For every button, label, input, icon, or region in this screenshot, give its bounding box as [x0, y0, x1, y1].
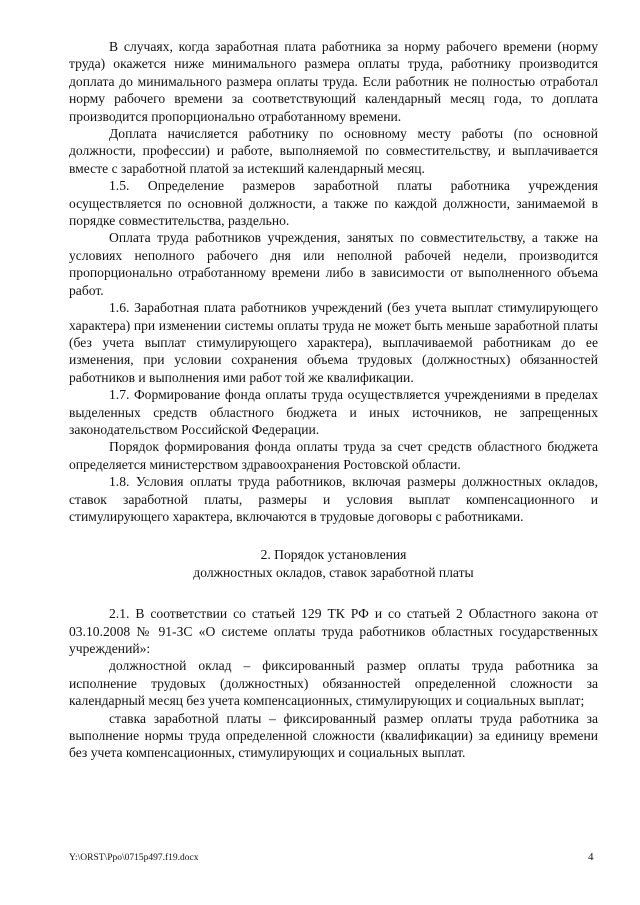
paragraph-salary-definition: должностной оклад – фиксированный размер оплаты труда работника за исполнение трудовых (должностных) обязанностей определенной сложности за календарный месяц без учета компенсационных, стимулирующих и социальных выплат;: [69, 658, 598, 709]
paragraph-part-time: Оплата труда работников учреждения, занятых по совместительству, а также на условиях неполного рабочего дня или неполной рабочей недели, производится пропорционально отработанному времени либо в зависимости от выполненного объема работ.: [69, 230, 598, 298]
paragraph-surcharge: Доплата начисляется работнику по основному месту работы (по основной должности, профессии) и работе, выполняемой по совместительству, и выплачивается вместе с заработной платой за истекший календарный месяц.: [69, 126, 598, 176]
footer-file-path: Y:\ORST\Ppo\0715p497.f19.docx: [69, 853, 199, 863]
paragraph-1-8: 1.8. Условия оплаты труда работников, включая размеры должностных окладов, ставок заработной платы, размеры и условия выплат компенсационного и стимулирующего характера, включаются в трудовые договоры с работниками.: [69, 474, 598, 524]
paragraph-minimum-wage: В случаях, когда заработная плата работника за норму рабочего времени (норму труда) окажется ниже минимального размера оплаты труда, работнику производится доплата до минимального размера оплаты труда. Если работник не полностью отработал норму рабочего времени за соответствующий календарный месяц года, то доплата производится пропорционально отработанному времени.: [69, 39, 598, 124]
paragraph-1-6: 1.6. Заработная плата работников учреждений (без учета выплат стимулирующего характера) при изменении системы оплаты труда не может быть меньше заработной платы (без учета выплат стимулирующего характера), выплачиваемой работникам до ее изменения, при условии сохранения объема трудовых (должностных) обязанностей работников и выполнения ими работ той же квалификации.: [69, 300, 598, 385]
paragraph-1-7: 1.7. Формирование фонда оплаты труда осуществляется учреждениями в пределах выделенных средств областного бюджета и иных источников, не запрещенных законодательством Российской Федерации.: [69, 387, 598, 437]
paragraph-1-5: 1.5. Определение размеров заработной платы работника учреждения осуществляется по основной должности, а также по каждой должности, занимаемой в порядке совместительства, раздельно.: [69, 178, 598, 229]
section-2-heading: [69, 546, 598, 581]
section-heading-line-1: 2. Порядок установления: [260, 547, 407, 563]
paragraph-rate-definition: ставка заработной платы – фиксированный размер оплаты труда работника за выполнение нормы труда определенной сложности (квалификации) за единицу времени без учета компенсационных, стимулирующих и социальных выплат.: [69, 710, 598, 761]
paragraph-2-1: 2.1. В соответствии со статьей 129 ТК РФ и со статьей 2 Областного закона от 03.10.2008 № 91-ЗС «О системе оплаты труда работников областных государственных учреждений»:: [69, 606, 598, 656]
paragraph-fund-order: Порядок формирования фонда оплаты труда за счет средств областного бюджета определяется министерством здравоохранения Ростовской области.: [69, 439, 598, 472]
document-body: [69, 38, 598, 762]
section-heading-line-2: должностных окладов, ставок заработной платы: [193, 564, 474, 580]
page-number: 4: [588, 851, 594, 863]
